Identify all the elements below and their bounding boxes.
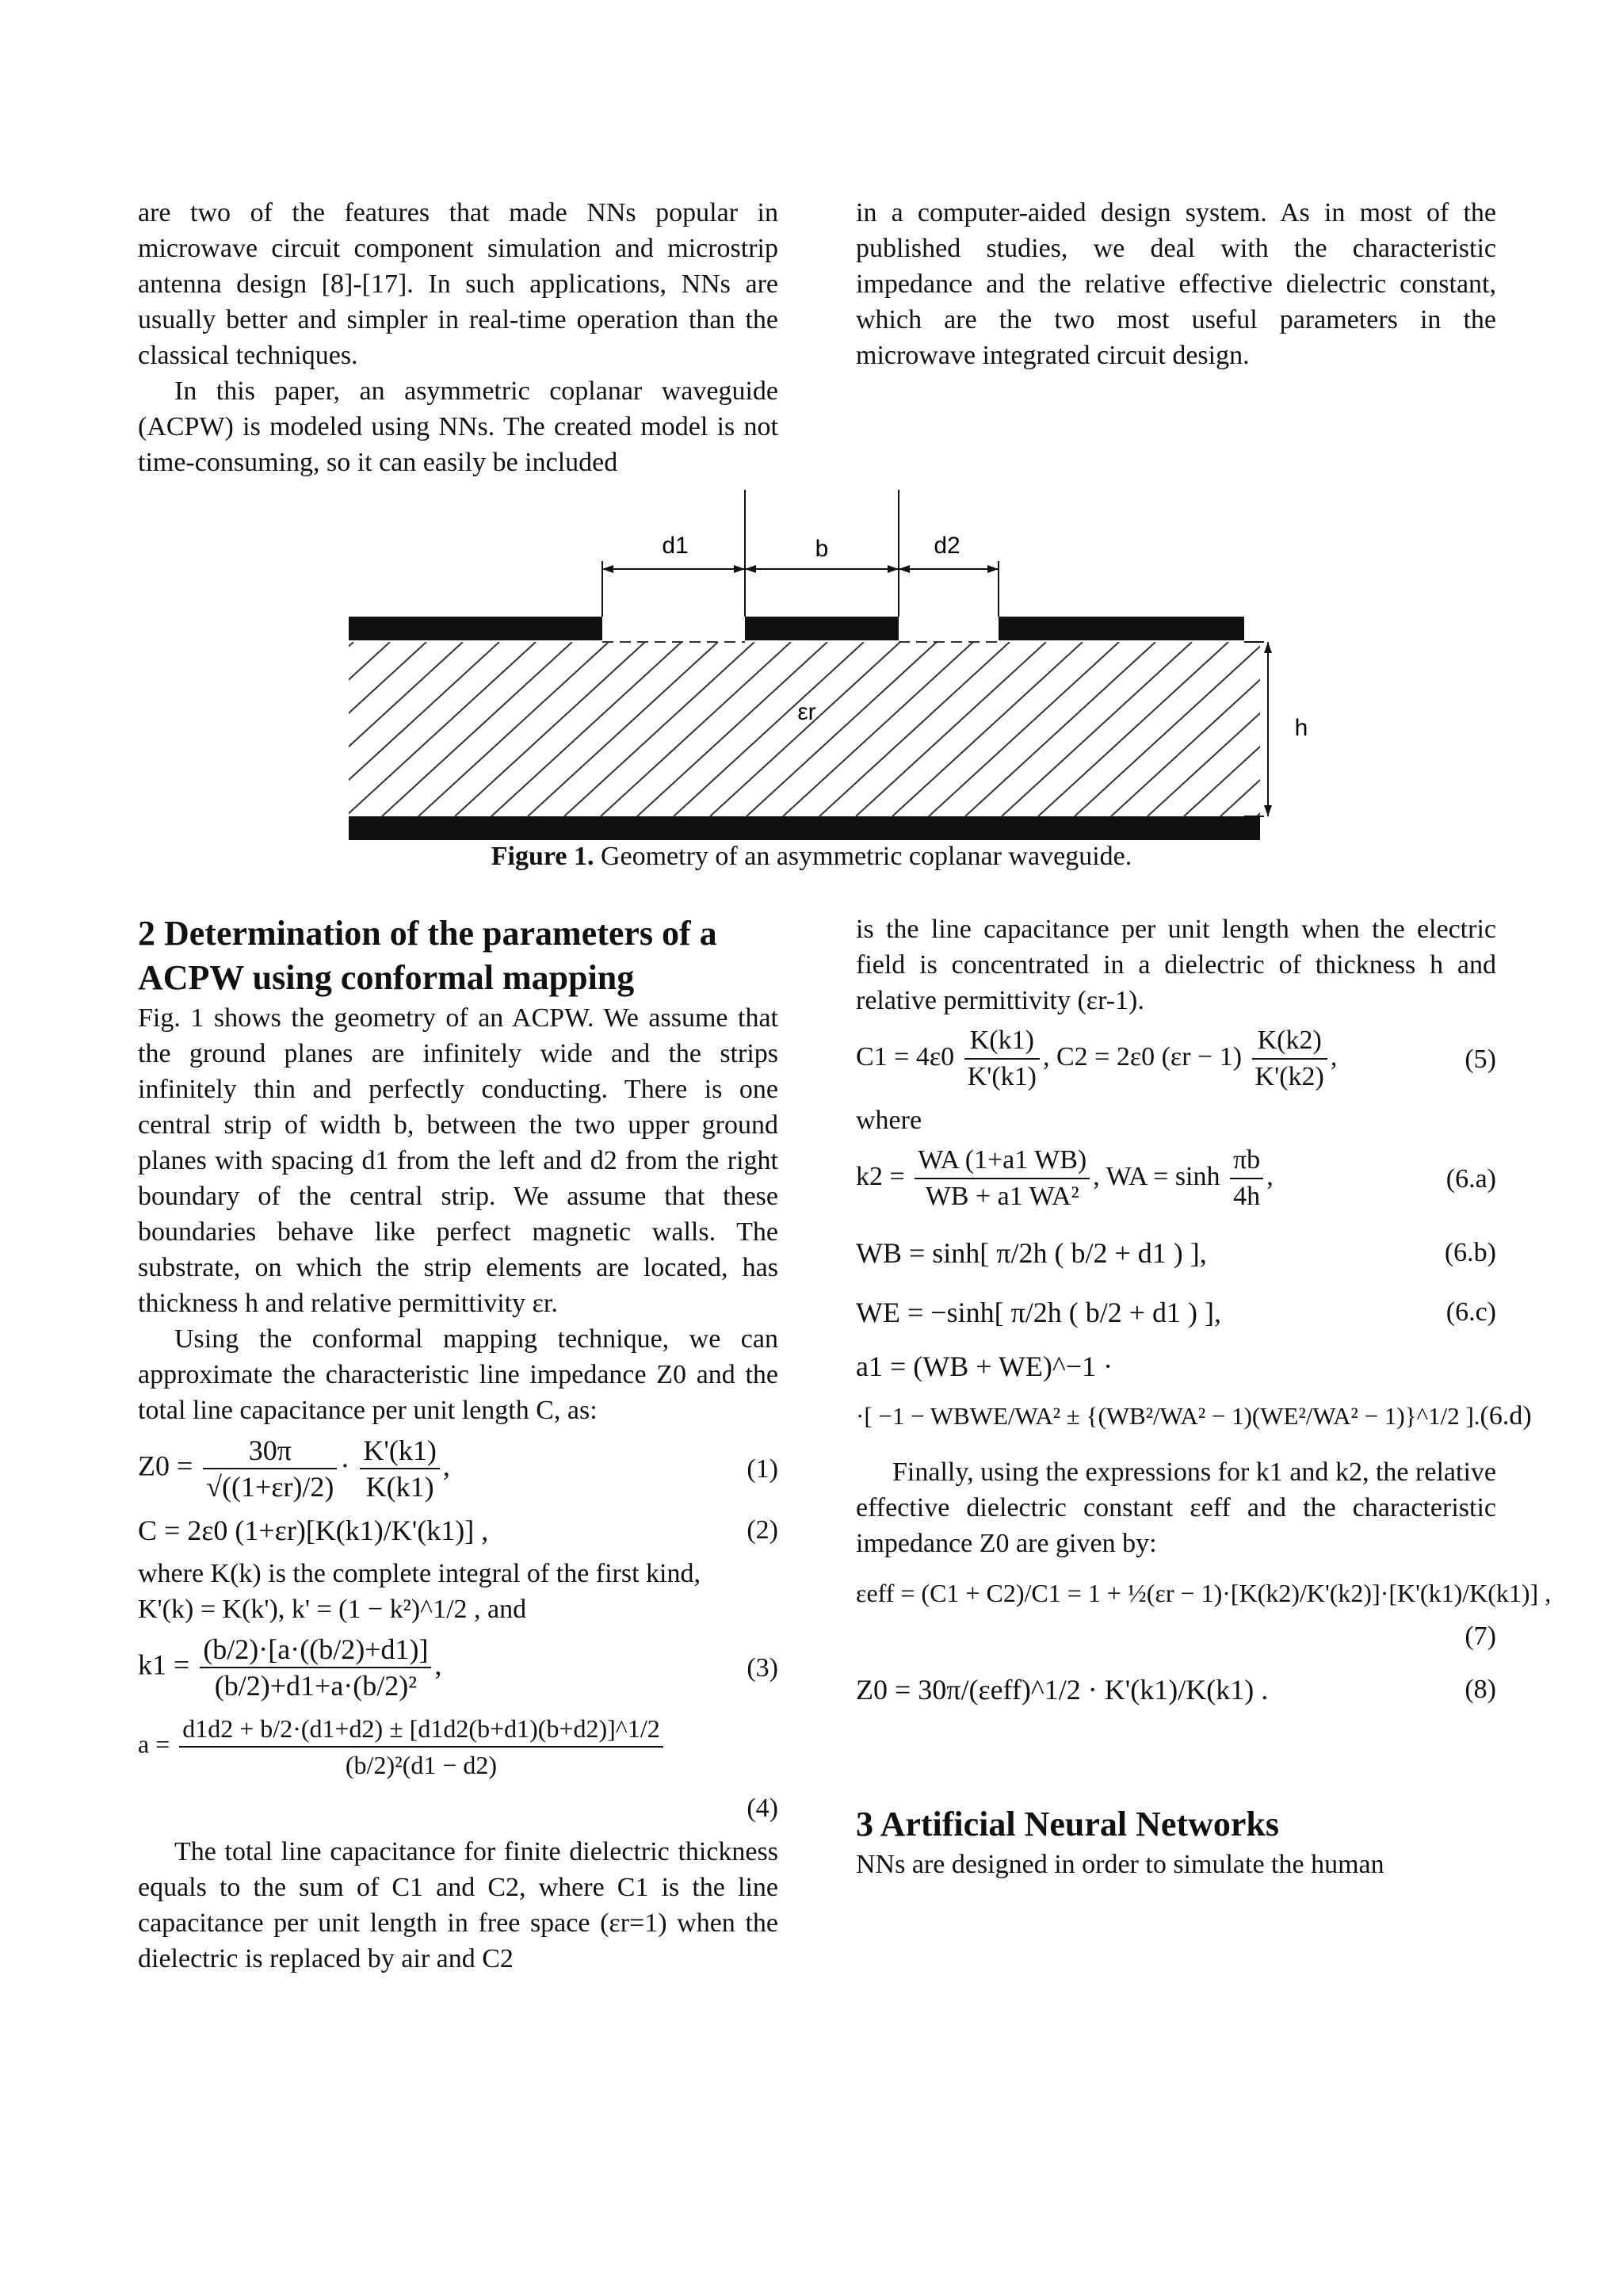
bottom-ground-plane	[349, 816, 1260, 840]
left-top-column	[138, 195, 778, 480]
equation-4-number: (4)	[747, 1794, 778, 1823]
word-where: where	[856, 1106, 922, 1135]
dimension-arrows	[602, 565, 1272, 816]
paragraph-k-prime: K'(k) = K(k'), k' = (1 − k²)^1/2 , and	[138, 1595, 527, 1624]
eq5-c1: C1 = 4ε0	[856, 1041, 955, 1072]
paragraph-this-paper: In this paper, an asymmetric coplanar waveguide (ACPW) is modeled using NNs. The created model is not time-consuming, so it can easily be included	[138, 376, 778, 477]
equation-4	[138, 1711, 778, 1782]
hatch-line	[333, 642, 499, 816]
equation-5-number: (5)	[1465, 1044, 1496, 1074]
equation-1-number: (1)	[747, 1454, 778, 1484]
eq4-lhs: a =	[138, 1729, 170, 1759]
equation-2-number: (2)	[747, 1515, 778, 1545]
hatch-line	[856, 642, 1046, 816]
equation-7	[856, 1576, 1552, 1610]
figure-caption	[0, 842, 1623, 872]
section-2-heading: 2 Determination of the parameters of a ACPW using conformal mapping	[138, 914, 717, 997]
paragraph-complete-integral: where K(k) is the complete integral of the first kind,	[138, 1559, 701, 1588]
paragraph-finally: Finally, using the expressions for k1 and k2, the relative effective dielectric constant εeff and the characteristic impedance Z0 are given by:	[856, 1457, 1496, 1558]
eq6d-line2: ·[ −1 − WBWE/WA² ± {(WB²/WA² − 1)(WE²/WA² − 1)}^1/2 ].	[856, 1401, 1480, 1430]
hatch-line	[965, 642, 1155, 816]
hatch-line	[1075, 642, 1265, 816]
equation-5: C1 = 4ε0 $\frac{K(k1)}{K'(k1)}$ , C2 = 2ε0 (εr − 1) $\frac{K(k2)}{K'(k2)}$ , (5)	[856, 1023, 1496, 1095]
hatch-line	[382, 642, 572, 816]
equation-6c-number: (6.c)	[1445, 1297, 1496, 1327]
section-3-heading: 3 Artificial Neural Networks	[856, 1805, 1279, 1843]
equation-3: k1 = $\frac{(b/2)\cdot[a\cdot((b/2)+d1)]}{\text{(b/2)+d1+a·(b/2)²}}$ , (3)	[138, 1633, 778, 1702]
equation-6a: k2 = $\frac{WA (1+a1 WB)}{\text{WB + a1 WA²}}$ , WA = sinh $\frac{\pi b}{4h}$ , (6.a)	[856, 1143, 1496, 1214]
label-b: b	[815, 536, 829, 562]
hatch-line	[674, 642, 864, 816]
hatch-line	[418, 642, 609, 816]
right-top-column	[856, 195, 1496, 373]
label-d1: d1	[662, 533, 689, 559]
hatch-line	[1038, 642, 1228, 816]
paragraph-total-capacitance: The total line capacitance for finite dielectric thickness equals to the sum of C1 and C2, where C1 is the line capacitance per unit length in free space (εr=1) when the dielectric is replaced by air and C2	[138, 1837, 778, 1973]
eq3-lhs: k1 =	[138, 1648, 190, 1681]
paragraph-nns-designed: NNs are designed in order to simulate the human	[856, 1850, 1384, 1879]
paragraph-conformal: Using the conformal mapping technique, we can approximate the characteristic line impedance Z0 and the total line capacitance per unit length C, as:	[138, 1324, 778, 1425]
hatch-line	[747, 642, 937, 816]
hatch-line	[333, 642, 353, 816]
paragraph-cad-system: in a computer-aided design system. As in most of the published studies, we deal with the characteristic impedance and the relative effective dielectric constant, which are the two most useful parameters in the microwave integrated circuit design.	[856, 198, 1496, 370]
equation-6b-number: (6.b)	[1444, 1238, 1496, 1267]
eq4-frac: $\frac{d1d2 + b/2\cdot(d1+d2) \pm [d1d2(b+d1)(b+d2)]\^{}1/2}{\text{(b/2)²(d1 − d2)}}$	[179, 1711, 663, 1782]
equation-8-number: (8)	[1465, 1675, 1496, 1704]
left-ground-plane	[349, 617, 602, 640]
eq6a-mid: , WA = sinh	[1093, 1161, 1220, 1191]
equation-7-number: (7)	[1465, 1622, 1496, 1651]
label-epsilon-r: εr	[797, 699, 816, 725]
caption-text: Geometry of an asymmetric coplanar waveguide.	[594, 842, 1132, 871]
eq6a-frac-a: $\frac{WA (1+a1 WB)}{\text{WB + a1 WA²}}$	[915, 1143, 1090, 1214]
hatch-line	[819, 642, 1010, 816]
eq1-frac-b: $\frac{K'(k1)}{K(k1)}$	[360, 1433, 439, 1504]
equation-3-number: (3)	[747, 1652, 778, 1683]
equation-6b	[856, 1235, 1496, 1270]
paragraph-capacitance-c2: is the line capacitance per unit length when the electric field is concentrated in a dielectric of thickness h and relative permittivity (εr-1).	[856, 915, 1496, 1015]
hatch-line	[1002, 642, 1192, 816]
hatch-line	[564, 642, 754, 816]
hatch-line	[601, 642, 791, 816]
caption-label: Figure 1.	[491, 842, 594, 871]
eq3-frac: $\frac{(b/2)\cdot[a\cdot((b/2)+d1)]}{\text{(b/2)+d1+a·(b/2)²}}$	[200, 1632, 431, 1703]
equation-1: Z0 = $\frac{30\pi}{√((1+\varepsilon r)/2)}$ · $\frac{K'(k1)}{K(k1)}$ , (1)	[138, 1435, 778, 1503]
central-strip	[745, 617, 899, 640]
right-ground-plane	[999, 617, 1244, 640]
hatch-line	[1111, 642, 1301, 816]
eq6a-lhs: k2 =	[856, 1161, 905, 1191]
equation-6d-number: (6.d)	[1480, 1401, 1532, 1431]
label-h: h	[1294, 715, 1308, 741]
eq6d-line1: a1 = (WB + WE)^−1 ·	[856, 1350, 1113, 1382]
hatch-line	[346, 642, 536, 816]
eq1-lhs: Z0 =	[138, 1450, 193, 1482]
hatch-line	[783, 642, 973, 816]
equation-8	[856, 1671, 1496, 1707]
dielectric-hatching	[333, 642, 1331, 816]
label-d2: d2	[934, 533, 960, 559]
eq5-c2: , C2 = 2ε0 (εr − 1)	[1042, 1041, 1243, 1072]
hatch-line	[491, 642, 682, 816]
hatch-line	[929, 642, 1119, 816]
eq1-frac-a: $\frac{30\pi}{√((1+\varepsilon r)/2)}$	[203, 1433, 337, 1504]
equation-2	[138, 1512, 778, 1548]
paragraph-geometry: Fig. 1 shows the geometry of an ACPW. We assume that the ground planes are infinitely wide and the strips infinitely thin and perfectly conducting. There is one central strip of width b, between the two upper ground planes with spacing d1 from the left and d2 from the right boundary of the central strip. We assume that these boundaries behave like perfect magnetic walls. The substrate, on which the strip elements are located, has thickness h and relative permittivity εr.	[138, 1003, 778, 1318]
eq5-frac-b: $\frac{K(k2)}{K'(k2)}$	[1252, 1023, 1327, 1095]
eq2-body: C = 2ε0 (1+εr)[K(k1)/K'(k1)] ,	[138, 1514, 489, 1546]
paragraph-intro-end: are two of the features that made NNs popular in microwave circuit component simulation and microstrip antenna design [8]-[17]. In such applications, NNs are usually better and simpler in real-time operation than the classical techniques.	[138, 198, 778, 370]
hatch-line	[892, 642, 1083, 816]
eq8-body: Z0 = 30π/(εeff)^1/2 · K'(k1)/K(k1) .	[856, 1673, 1269, 1706]
left-section-column	[138, 911, 778, 1977]
acpw-geometry-figure	[333, 490, 1331, 854]
hatch-line	[710, 642, 900, 816]
hatch-line	[637, 642, 827, 816]
equation-6a-number: (6.a)	[1445, 1163, 1496, 1194]
eq6a-frac-b: $\frac{\pi b}{4h}$	[1230, 1143, 1263, 1214]
hatch-line	[333, 642, 390, 816]
eq6b-body: WB = sinh[ π/2h ( b/2 + d1 ) ],	[856, 1236, 1207, 1269]
equation-6d-line1	[856, 1349, 1496, 1384]
eq5-frac-a: $\frac{K(k1)}{K'(k1)}$	[964, 1023, 1040, 1095]
eq6c-body: WE = −sinh[ π/2h ( b/2 + d1 ) ],	[856, 1296, 1222, 1328]
equation-6c	[856, 1294, 1496, 1330]
hatch-line	[528, 642, 718, 816]
eq7-body: εeff = (C1 + C2)/C1 = 1 + ½(εr − 1)·[K(k2)/K'(k2)]·[K'(k1)/K(k1)] ,	[856, 1579, 1552, 1607]
hatch-line	[333, 642, 426, 816]
right-section-column	[856, 911, 1552, 1882]
equation-6d-line2	[856, 1398, 1532, 1434]
hatch-line	[455, 642, 645, 816]
